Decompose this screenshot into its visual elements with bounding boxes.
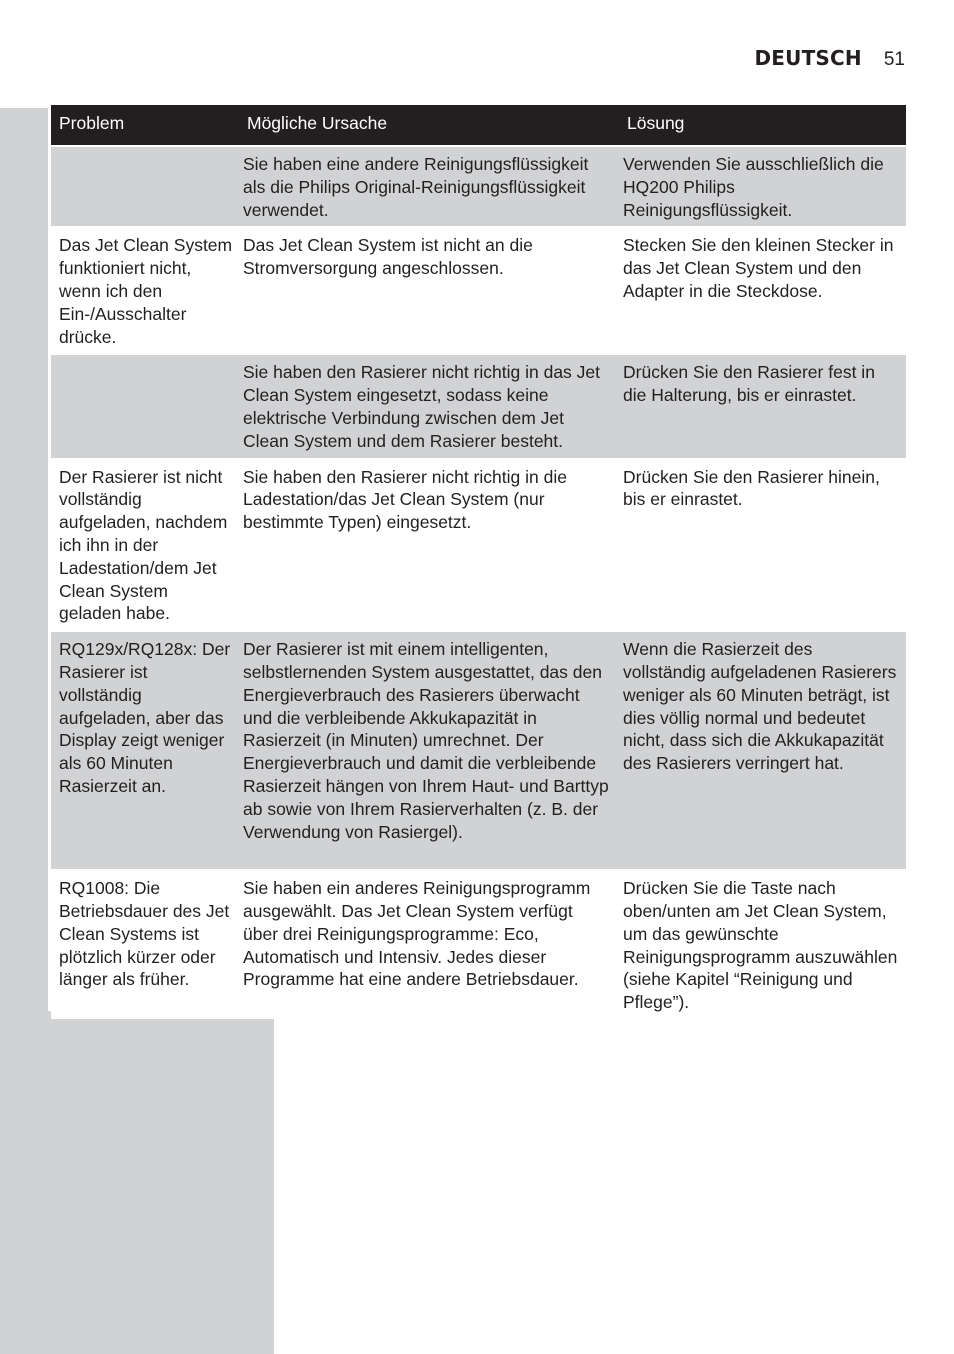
problem-cell: Der Rasierer ist nicht vollständig aufgeladen, nachdem ich ihn in der Ladestation/dem Jet Clean System geladen habe. [51, 459, 239, 632]
column-header-solution: Lösung [619, 105, 906, 146]
solution-cell: Wenn die Rasierzeit des vollständig aufgeladenen Rasierers weniger als 60 Minuten beträgt, ist dies völlig normal und bedeutet nicht, dass sich die Akkukapazität des Rasierers verringert hat. [619, 631, 906, 870]
cause-cell: Der Rasierer ist mit einem intelligenten, selbstlernenden System ausgestattet, das den Energieverbrauch des Rasierers überwacht und die verbleibende Akkukapazität in Rasierzeit (in Minuten) umrechnet. Der Energieverbrauch und damit die verbleibende Rasierzeit hängen von Ihrem Haut- und Barttyp ab sowie von Ihrem Rasierverhalten (z. B. der Verwendung von Rasiergel). [239, 631, 619, 870]
table-row [51, 459, 906, 632]
solution-cell: Verwenden Sie ausschließlich die HQ200 Philips Reinigungsflüssigkeit. [619, 146, 906, 227]
cause-cell: Sie haben den Rasierer nicht richtig in die Ladestation/das Jet Clean System (nur bestimmte Typen) eingesetzt. [239, 459, 619, 632]
bottom-color-block [0, 1011, 274, 1354]
table-row [51, 870, 906, 1019]
solution-cell: Drücken Sie die Taste nach oben/unten am Jet Clean System, um das gewünschte Reinigungsprogramm auszuwählen (siehe Kapitel “Reinigung und Pflege”). [619, 870, 906, 1019]
column-header-cause: Mögliche Ursache [239, 105, 619, 146]
problem-cell: Das Jet Clean System funktioniert nicht, wenn ich den Ein-/Ausschalter drücke. [51, 227, 239, 354]
side-color-band [0, 108, 48, 1012]
problem-cell [51, 354, 239, 458]
cause-cell: Sie haben ein anderes Reinigungsprogramm ausgewählt. Das Jet Clean System verfügt über drei Reinigungsprogramme: Eco, Automatisch und Intensiv. Jedes dieser Programme hat eine andere Betriebsdauer. [239, 870, 619, 1019]
problem-cell: RQ1008: Die Betriebsdauer des Jet Clean Systems ist plötzlich kürzer oder länger als früher. [51, 870, 239, 1019]
solution-cell: Stecken Sie den kleinen Stecker in das Jet Clean System und den Adapter in die Steckdose. [619, 227, 906, 354]
solution-cell: Drücken Sie den Rasierer fest in die Halterung, bis er einrastet. [619, 354, 906, 458]
table-row [51, 227, 906, 354]
table-row [51, 354, 906, 458]
page-header [754, 46, 905, 71]
problem-cell: RQ129x/RQ128x: Der Rasierer ist vollständig aufgeladen, aber das Display zeigt weniger als 60 Minuten Rasierzeit an. [51, 631, 239, 870]
table-row [51, 631, 906, 870]
problem-cell [51, 146, 239, 227]
page-number: 51 [883, 49, 905, 70]
table-header-row [51, 105, 906, 146]
cause-cell: Sie haben den Rasierer nicht richtig in das Jet Clean System eingesetzt, sodass keine elektrische Verbindung zwischen dem Jet Clean System und dem Rasierer besteht. [239, 354, 619, 458]
language-title: DEUTSCH [754, 46, 862, 70]
solution-cell: Drücken Sie den Rasierer hinein, bis er einrastet. [619, 459, 906, 632]
troubleshooting-table [51, 105, 906, 1019]
cause-cell: Das Jet Clean System ist nicht an die Stromversorgung angeschlossen. [239, 227, 619, 354]
column-header-problem: Problem [51, 105, 239, 146]
cause-cell: Sie haben eine andere Reinigungsflüssigkeit als die Philips Original-Reinigungsflüssigkeit verwendet. [239, 146, 619, 227]
table-row [51, 146, 906, 227]
troubleshooting-table-wrapper [51, 105, 906, 1019]
